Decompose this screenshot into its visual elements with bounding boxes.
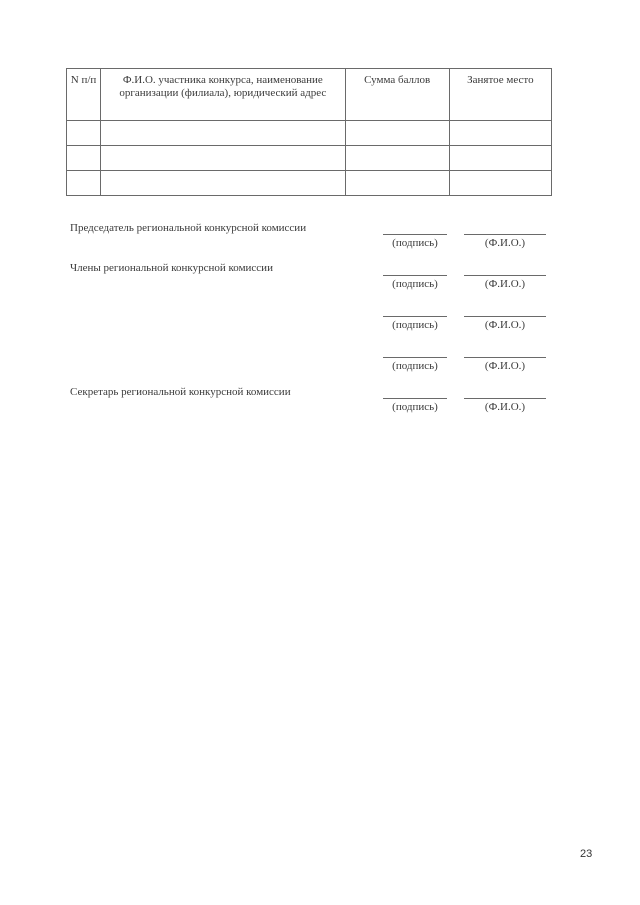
table-cell xyxy=(101,171,346,196)
table-header-row xyxy=(67,69,552,121)
secretary-label: Секретарь региональной конкурсной комиссии xyxy=(70,386,291,398)
header-score: Сумма баллов xyxy=(345,69,449,121)
chairman-signature-line xyxy=(383,234,447,235)
header-number: N п/п xyxy=(67,69,101,121)
members-label: Члены региональной конкурсной комиссии xyxy=(70,262,273,274)
member-2-name-caption: (Ф.И.О.) xyxy=(484,319,526,331)
table-row xyxy=(67,171,552,196)
table-cell xyxy=(449,121,551,146)
table-cell xyxy=(101,146,346,171)
secretary-signature-line xyxy=(383,398,447,399)
chairman-signature-caption: (подпись) xyxy=(392,237,438,249)
page-number: 23 xyxy=(580,848,593,860)
table-cell xyxy=(345,171,449,196)
member-3-name-line xyxy=(464,357,546,358)
results-table xyxy=(66,68,552,196)
member-3-name-caption: (Ф.И.О.) xyxy=(484,360,526,372)
member-3-signature-line xyxy=(383,357,447,358)
table-cell xyxy=(67,146,101,171)
secretary-name-line xyxy=(464,398,546,399)
chairman-label: Председатель региональной конкурсной комиссии xyxy=(70,222,307,234)
header-place: Занятое место xyxy=(449,69,551,121)
table-cell xyxy=(67,171,101,196)
member-2-name-line xyxy=(464,316,546,317)
member-1-name-line xyxy=(464,275,546,276)
header-participant: Ф.И.О. участника конкурса, наименование организации (филиала), юридический адрес xyxy=(101,69,346,121)
member-1-signature-line xyxy=(383,275,447,276)
chairman-name-caption: (Ф.И.О.) xyxy=(484,237,526,249)
table-cell xyxy=(345,146,449,171)
member-2-signature-caption: (подпись) xyxy=(392,319,438,331)
secretary-name-caption: (Ф.И.О.) xyxy=(484,401,526,413)
table-cell xyxy=(449,146,551,171)
table-row xyxy=(67,146,552,171)
table-cell xyxy=(101,121,346,146)
chairman-name-line xyxy=(464,234,546,235)
secretary-signature-caption: (подпись) xyxy=(392,401,438,413)
table-row xyxy=(67,121,552,146)
member-3-signature-caption: (подпись) xyxy=(392,360,438,372)
member-1-name-caption: (Ф.И.О.) xyxy=(484,278,526,290)
member-1-signature-caption: (подпись) xyxy=(392,278,438,290)
table-cell xyxy=(449,171,551,196)
table-cell xyxy=(345,121,449,146)
member-2-signature-line xyxy=(383,316,447,317)
table-cell xyxy=(67,121,101,146)
